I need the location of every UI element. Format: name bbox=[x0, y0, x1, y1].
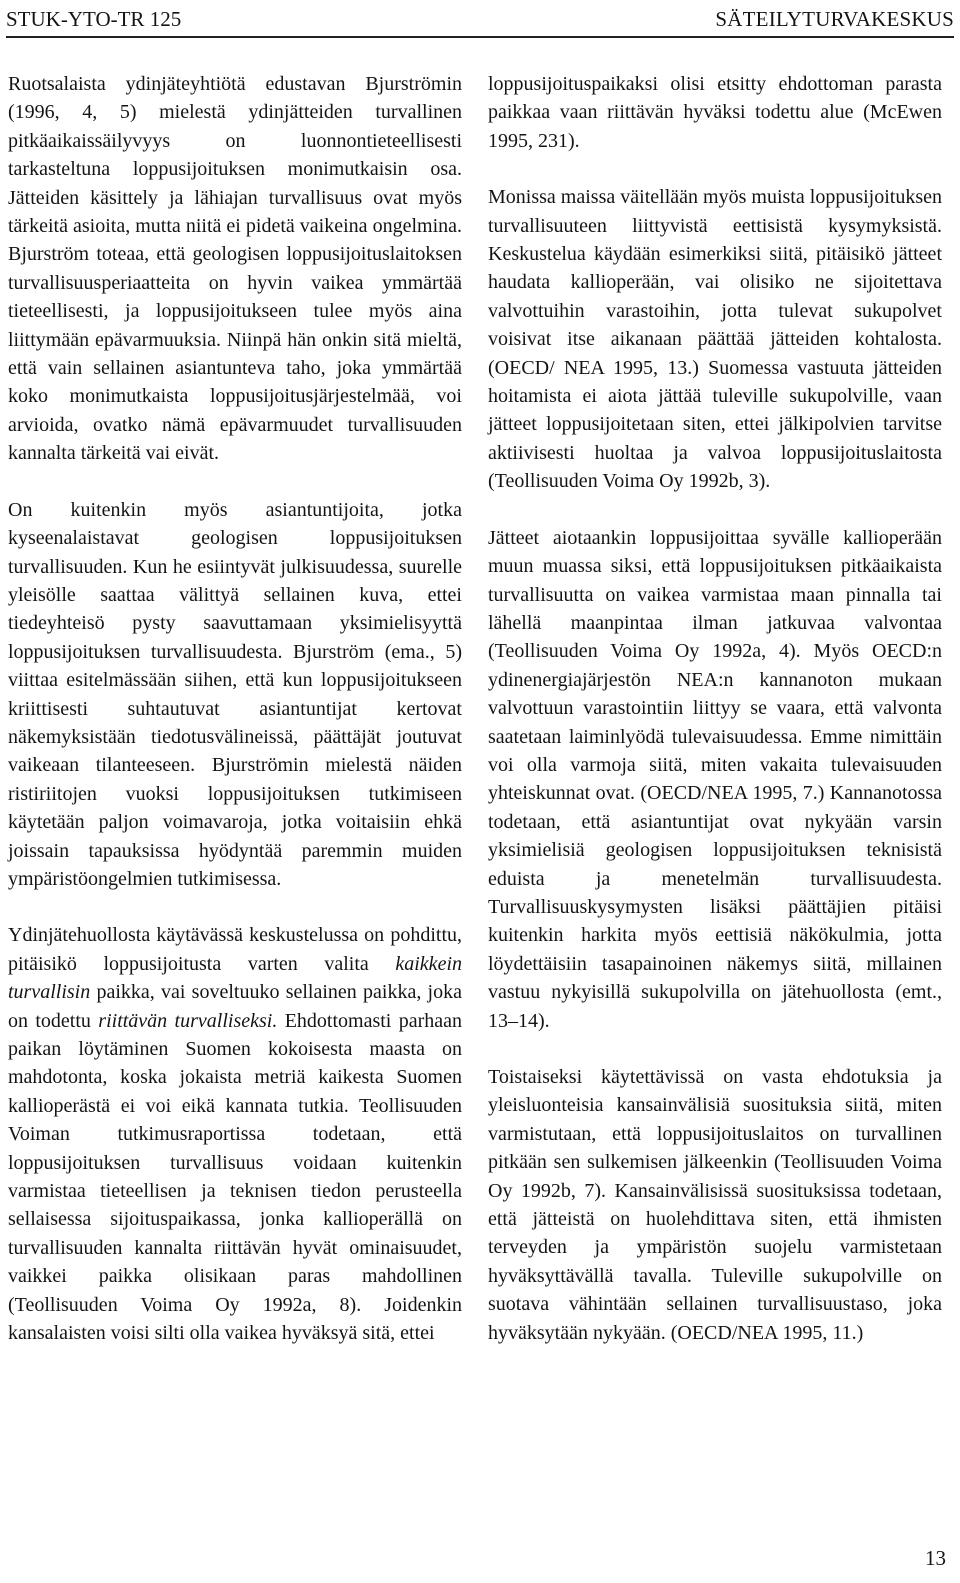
paragraph: Monissa maissa väitellään myös muista loppusijoituksen turvallisuuteen liittyvistä eettisistä kysymyksistä. Keskustelua käydään esimerkiksi siitä, pitäisikö jätteet haudata kallioperään, vai olisiko ne sijoitettava valvottuihin varastoihin, jotta tulevat sukupolvet voisivat itse aikanaan päättää jätteiden kohtalosta. (OECD/ NEA 1995, 13.) Suomessa vastuuta jätteiden hoitamista ei aiota jättää tuleville sukupolville, vaan jätteet loppusijoitetaan siten, ettei jälkipolvien tarvitse aktiivisesti huoltaa ja valvoa loppusijoituslaitosta (Teollisuuden Voima Oy 1992b, 3). bbox=[488, 186, 942, 493]
emphasis-text: kaikkein turvallisin bbox=[8, 952, 462, 1004]
paragraph bbox=[8, 921, 462, 1347]
paragraph: Jätteet aiotaankin loppusijoittaa syvälle kallioperään muun muassa siksi, että loppusijoituksen pitkäaikaista turvallisuutta on vaikea varmistaa maan pinnalla tai lähellä maanpintaa ilman jatkuvaa valvontaa (Teollisuuden Voima Oy 1992a, 4). Myös OECD:n ydinenergiajärjestön NEA:n kannanoton mukaan valvottuun varastointiin liittyy se vaara, että valvonta saatetaan laiminlyödä tulevaisuudessa. Emme nimittäin voi olla varmoja siitä, miten vakaita tulevaisuuden yhteiskunnat ovat. (OECD/NEA 1995, 7.) Kannanotossa todetaan, että asiantuntijat ovat nykyään varsin yksimielisiä geologisen loppusijoituksen teknisistä eduista ja menetelmän turvallisuudesta. Turvallisuuskysymysten lisäksi päättäjien pitäisi kuitenkin harkita myös eettisiä näkökulmia, jotta löydettäisiin tasapainoinen näkemys siitä, millainen vastuu nykyisillä sukupolvilla on jätehuollosta (emt., 13–14). bbox=[488, 526, 942, 1032]
left-column bbox=[8, 70, 462, 1375]
page-number: 13 bbox=[925, 1546, 946, 1570]
right-column bbox=[488, 70, 942, 1375]
emphasis-text: riittävän turvalliseksi. bbox=[98, 1009, 278, 1032]
paragraph: Toistaiseksi käytettävissä on vasta ehdotuksia ja yleisluonteisia kansainvälisiä suosituksia siitä, miten varmistutaan, että loppusijoituslaitos on turvallinen pitkään sen sulkemisen jälkeenkin (Teollisuuden Voima Oy 1992b, 7). Kansainvälisissä suosituksissa todetaan, että jätteistä on huolehdittava siten, että ihmisten terveyden ja ympäristön suojelu varmistetaan hyväksyttävällä tavalla. Tuleville sukupolville on suotava vähintään sellainen turvallisuustaso, joka hyväksytään nykyään. (OECD/NEA 1995, 11.) bbox=[488, 1066, 942, 1344]
running-header bbox=[6, 4, 954, 34]
paragraph-text: Ydinjätehuollosta käytävässä keskustelussa on pohdittu, pitäisikö loppusijoitusta varten valita bbox=[8, 924, 462, 975]
paragraph: Ruotsalaista ydinjäteyhtiötä edustavan Bjurströmin (1996, 4, 5) mielestä ydinjätteiden turvallinen pitkäaikaissäilyvyys on luonnontieteellisesti tarkasteltuna loppusijoituksen monimutkaisin osa. Jätteiden käsittely ja lähiajan turvallisuus ovat myös tärkeitä asioita, mutta niitä ei pidetä vaikeina ongelmina. Bjurström toteaa, että geologisen loppusijoituslaitoksen turvallisuusperiaatteita on hyvin vaikea ymmärtää tieteellisesti, ja loppusijoitukseen tulee myös aina liittymään epävarmuuksia. Niinpä hän onkin sitä mieltä, että vain sellainen asiantunteva taho, joka ymmärtää koko monimutkaista loppusijoitusjärjestelmää, voi arvioida, ovatko nämä epävarmuudet turvallisuuden kannalta tärkeitä vai eivät. bbox=[8, 73, 462, 465]
header-rule bbox=[6, 36, 954, 38]
paragraph: loppusijoituspaikaksi olisi etsitty ehdottoman parasta paikkaa vaan riittävän hyväksi todettu alue (McEwen 1995, 231). bbox=[488, 73, 942, 152]
report-id: STUK-YTO-TR 125 bbox=[6, 7, 182, 31]
publisher-name: SÄTEILYTURVAKESKUS bbox=[715, 7, 954, 31]
paragraph-text: paikka, vai soveltuuko sellainen paikka, joka on todettu bbox=[8, 981, 462, 1032]
paragraph-text: Ehdottomasti parhaan paikan löytäminen Suomen kokoisesta maasta on mahdotonta, koska jokaista metriä kaikesta Suomen kallioperästä ei voi eikä kannata tutkia. Teollisuuden Voiman tutkimusraportissa todetaan, että loppusijoituksen turvallisuus voidaan kuitenkin varmistaa tieteellisen ja teknisen tiedon perusteella sellaisessa sijoituspaikassa, jonka kallioperällä on turvallisuuden kannalta riittävän hyvät ominaisuudet, vaikkei paikka olisikaan paras mahdollinen (Teollisuuden Voima Oy 1992a, 8). Joidenkin kansalaisten voisi silti olla vaikea hyväksyä sitä, ettei bbox=[8, 1009, 463, 1345]
paragraph: On kuitenkin myös asiantuntijoita, jotka kyseenalaistavat geologisen loppusijoituksen turvallisuuden. Kun he esiintyvät julkisuudessa, suurelle yleisölle saattaa välittyä sellainen kuva, ettei tiedeyhteisö pysty saavuttamaan yksimielisyyttä loppusijoituksen turvallisuudesta. Bjurström (ema., 5) viittaa esitelmässään siihen, että kun loppusijoitukseen kriittisesti suhtautuvat asiantuntijat kertovat näkemyksistään tiedotusvälineissä, päättäjät joutuvat vaikeaan tilanteeseen. Bjurströmin mielestä näiden ristiriitojen vuoksi loppusijoituksen tutkimiseen käytetään paljon voimavaroja, jotka voitaisiin ehkä joissain tapauksissa hyödyntää paremmin muiden ympäristöongelmien tutkimisessa. bbox=[8, 498, 462, 890]
